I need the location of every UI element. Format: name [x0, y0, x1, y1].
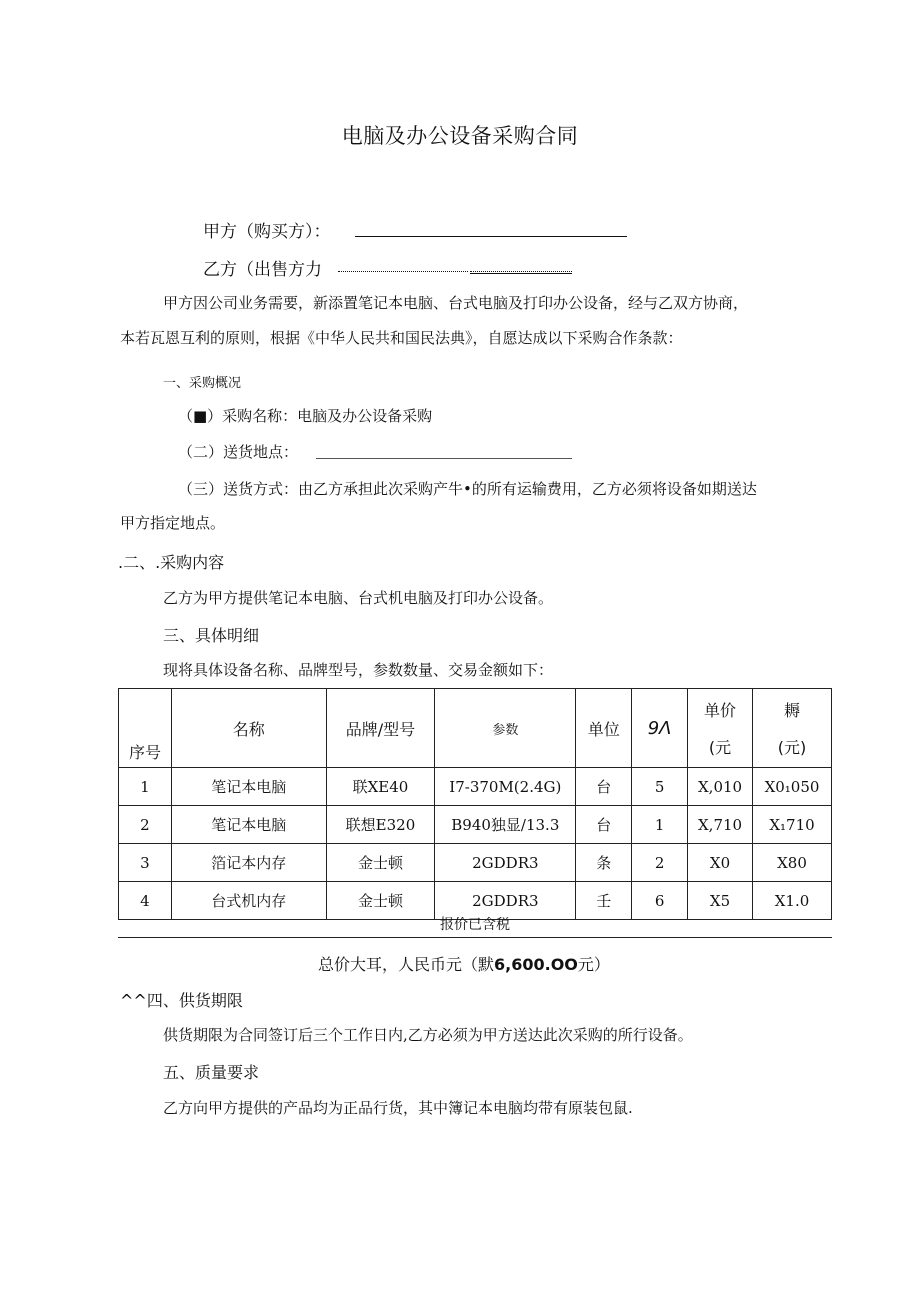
table-row: [119, 768, 832, 806]
cell-seq: 2: [119, 806, 172, 844]
cell-name: 笔记本电脑: [171, 806, 326, 844]
intro-line-1: 甲方因公司业务需要，新添置笔记本电脑、台式电脑及打印办公设备，经与乙双方协商，: [163, 294, 749, 312]
cell-unit: 壬: [576, 882, 632, 920]
cell-qty: 1: [632, 806, 688, 844]
cell-name: 箔记本内存: [171, 844, 326, 882]
cell-brand: 金士顿: [326, 882, 435, 920]
section-1-item-3-line-2: 甲方指定地点。: [120, 514, 226, 532]
cell-qty: 2: [632, 844, 688, 882]
header-price-top: 单价: [704, 701, 737, 720]
cell-name: 笔记本电脑: [171, 768, 326, 806]
header-brand: 品牌/型号: [326, 689, 435, 768]
cell-price: X0: [688, 844, 753, 882]
cell-unit: 条: [576, 844, 632, 882]
contract-title: 电脑及办公设备采购合同: [341, 124, 579, 148]
intro-line-2: 本若瓦恩互利的原则，根据《中华人民共和国民法典》，自愿达成以下采购合作条款：: [120, 329, 683, 347]
header-price: [688, 689, 753, 768]
section-3-heading: 三、具体明细: [163, 626, 260, 645]
section-4-text: 供货期限为合同签订后三个工作日内,乙方必须为甲方送达此次采购的所行设备。: [163, 1026, 693, 1044]
cell-amount: X80: [753, 844, 832, 882]
party-b-dotted-line-2: [470, 271, 572, 272]
section-2-text: 乙方为甲方提供笔记本电脑、台式机电脑及打印办公设备。: [163, 589, 554, 607]
cell-price: X5: [688, 882, 753, 920]
party-a-label: 甲方（购买方）：: [203, 222, 331, 242]
cell-amount: X0₁050: [753, 768, 832, 806]
party-b-label: 乙方（出售方力: [203, 260, 322, 280]
party-b-dotted-line[interactable]: [338, 271, 468, 272]
cell-seq: 3: [119, 844, 172, 882]
cell-qty: 6: [632, 882, 688, 920]
header-name: 名称: [171, 689, 326, 768]
cell-brand: 金士顿: [326, 844, 435, 882]
section-4-heading: ^^四、供货期限: [120, 991, 243, 1010]
equipment-table: [118, 688, 832, 920]
section-1-item-1: （■）采购名称：电脑及办公设备采购: [178, 407, 433, 425]
delivery-address-blank-line[interactable]: [316, 458, 572, 459]
table-note: 报价已含税: [118, 913, 832, 938]
header-unit: 单位: [576, 689, 632, 768]
table-row: [119, 806, 832, 844]
header-price-bottom: (元: [708, 738, 732, 757]
section-5-heading: 五、质量要求: [163, 1063, 260, 1082]
cell-unit: 台: [576, 768, 632, 806]
section-1-item-2: （二）送货地点：: [178, 443, 299, 461]
cell-amount: X₁710: [753, 806, 832, 844]
cell-brand: 联想E320: [326, 806, 435, 844]
total-amount: 6,600.OO: [494, 955, 578, 974]
header-amount-top: 耨: [784, 701, 801, 720]
cell-name: 台式机内存: [171, 882, 326, 920]
section-3-text: 现将具体设备名称、品牌型号，参数数量、交易金额如下：: [163, 661, 554, 679]
cell-params: 2GDDR3: [435, 882, 576, 920]
cell-qty: 5: [632, 768, 688, 806]
party-b-underline: [470, 273, 572, 274]
cell-price: X,010: [688, 768, 753, 806]
cell-amount: X1.0: [753, 882, 832, 920]
section-1-item-3-line-1: （三）送货方式：由乙方承担此次采购产牛•的所有运输费用，乙方必须将设备如期送达: [178, 480, 757, 498]
table-row: [119, 844, 832, 882]
section-1-heading: 一、采购概况: [163, 376, 242, 391]
total-price-line: [318, 952, 610, 975]
cell-brand: 联XE40: [326, 768, 435, 806]
cell-seq: 1: [119, 768, 172, 806]
cell-unit: 台: [576, 806, 632, 844]
table-header-row: [119, 689, 832, 768]
total-prefix: 总价大耳，人民币元（默: [318, 955, 495, 974]
header-seq: 序号: [119, 689, 172, 768]
cell-params: 2GDDR3: [435, 844, 576, 882]
total-suffix: 元）: [577, 955, 610, 974]
cell-params: B940独显/13.3: [435, 806, 576, 844]
cell-params: I7-370M(2.4G): [435, 768, 576, 806]
party-a-blank-line[interactable]: [355, 236, 627, 237]
header-amount-bottom: (元): [777, 738, 807, 757]
cell-seq: 4: [119, 882, 172, 920]
section-5-text: 乙方向甲方提供的产品均为正品行货，其中簿记本电脑均带有原装包鼠.: [163, 1099, 633, 1117]
cell-price: X,710: [688, 806, 753, 844]
header-qty: 9Λ: [632, 689, 688, 768]
section-2-heading: .二、.采购内容: [118, 553, 225, 572]
header-amount: [753, 689, 832, 768]
header-params: 参数: [435, 689, 576, 768]
